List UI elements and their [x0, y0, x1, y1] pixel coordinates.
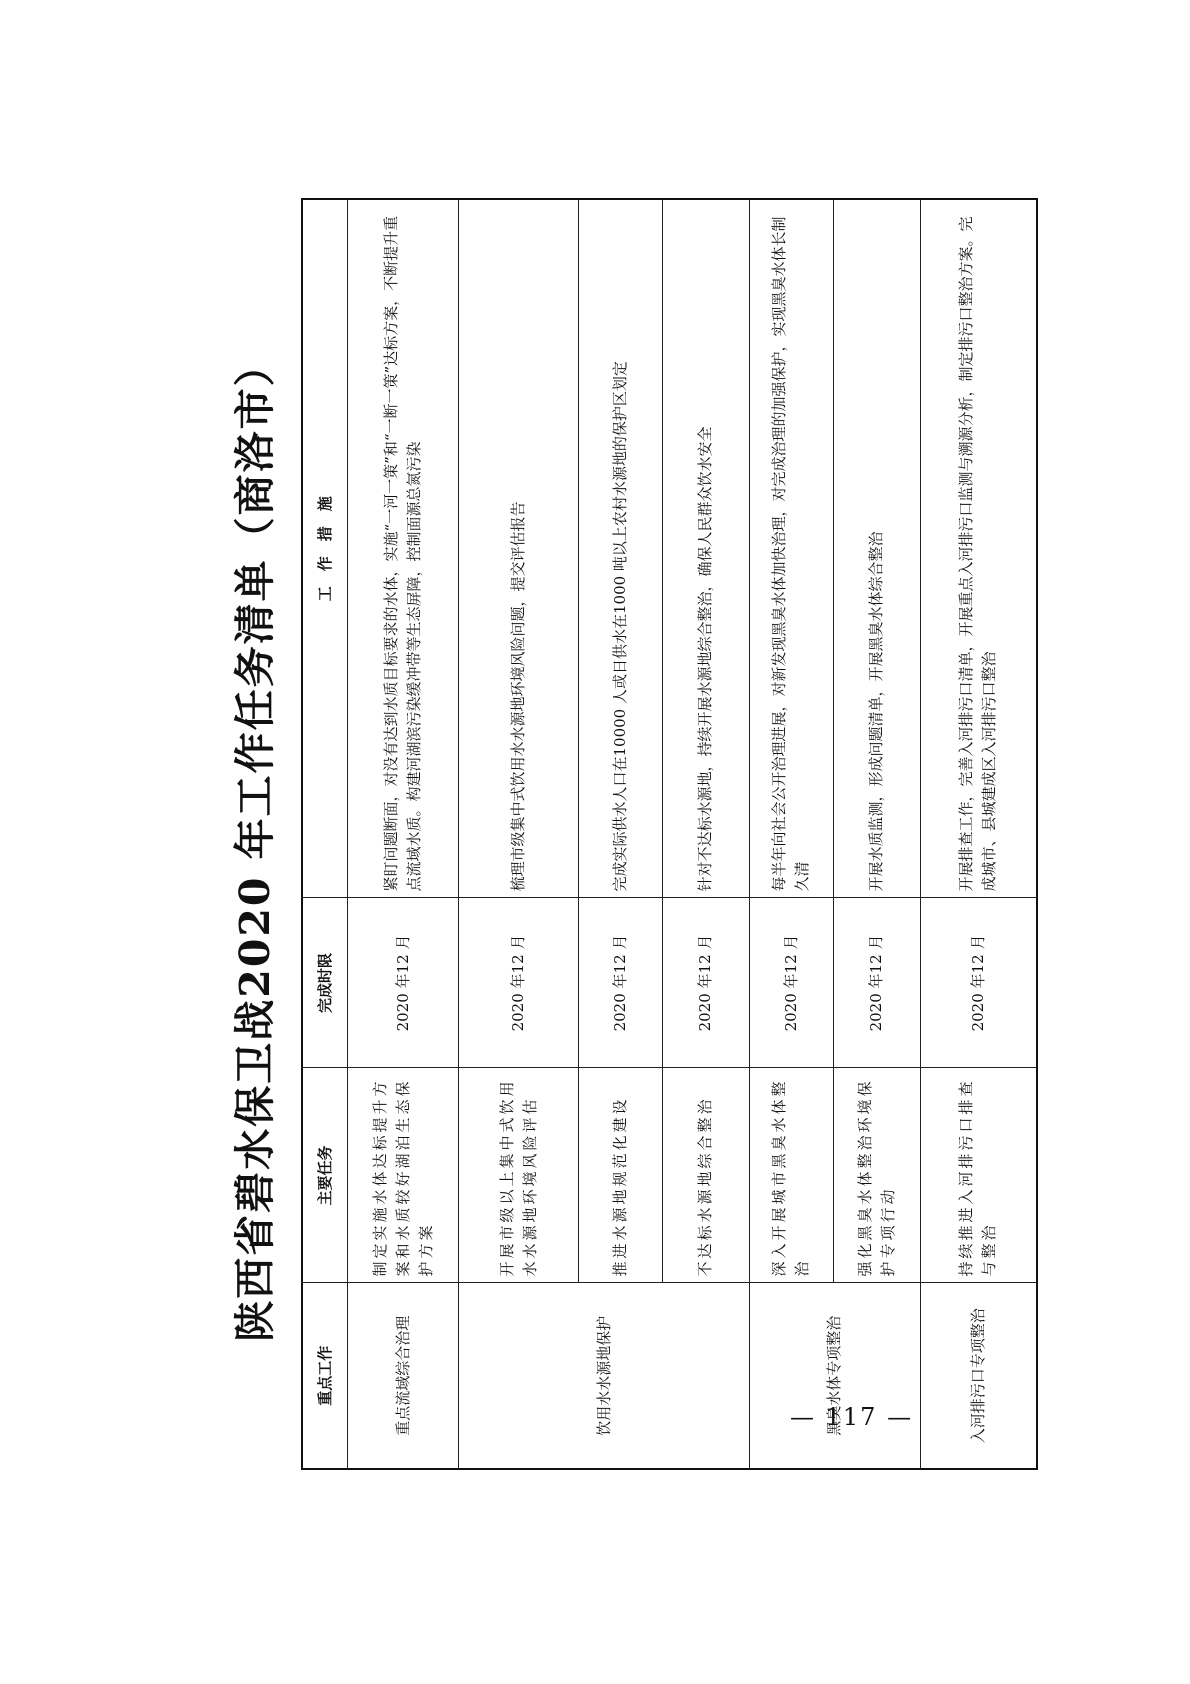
- table-row: [920, 199, 1037, 1469]
- table-row: [749, 199, 833, 1469]
- header-task: 主要任务: [302, 1068, 348, 1283]
- task-cell: 开展市级以上集中式饮用水水源地环境风险评估: [459, 1068, 578, 1283]
- focus-cell: 重点流域综合治理: [348, 1283, 459, 1469]
- deadline-cell: 2020 年12 月: [348, 898, 459, 1068]
- header-measure: 工 作 措 施: [302, 199, 348, 898]
- table-row: [833, 199, 920, 1469]
- measure-cell: 每半年向社会公开治理进展，对新发现黑臭水体加快治理，对完成治理的加强保护，实现黑臭水体长制久清: [749, 199, 833, 898]
- focus-cell: 入河排污口专项整治: [920, 1283, 1037, 1469]
- task-cell: 推进水源地规范化建设: [578, 1068, 662, 1283]
- measure-cell: 紧盯问题断面，对没有达到水质目标要求的水体，实施“一河一策”和“一断一策”达标方案，不断提升重点流域水质。构建河湖滨污染缓冲带等生态屏障，控制面源总氮污染: [348, 199, 459, 898]
- table-row: [578, 199, 662, 1469]
- deadline-cell: 2020 年12 月: [662, 898, 749, 1068]
- measure-cell: 开展水质监测，形成问题清单，开展黑臭水体综合整治: [833, 199, 920, 898]
- table-header-row: [302, 199, 348, 1469]
- measure-cell: 梳理市级集中式饮用水水源地环境风险问题，提交评估报告: [459, 199, 578, 898]
- measure-cell: 完成实际供水人口在10000 人或日供水在1000 吨以上农村水源地的保护区划定: [578, 199, 662, 898]
- focus-cell: 饮用水水源地保护: [459, 1283, 749, 1469]
- deadline-cell: 2020 年12 月: [749, 898, 833, 1068]
- header-deadline: 完成时限: [302, 898, 348, 1068]
- table-row: [662, 199, 749, 1469]
- measure-cell: 针对不达标水源地，持续开展水源地综合整治，确保人民群众饮水安全: [662, 199, 749, 898]
- task-cell: 深入开展城市黑臭水体整治: [749, 1068, 833, 1283]
- header-focus: 重点工作: [302, 1283, 348, 1469]
- focus-cell: 黑臭水体专项整治: [749, 1283, 920, 1469]
- task-cell: 持续推进入河排污口排查与整治: [920, 1068, 1037, 1283]
- deadline-cell: 2020 年12 月: [578, 898, 662, 1068]
- task-cell: 制定实施水体达标提升方案和水质较好湖泊生态保护方案: [348, 1068, 459, 1283]
- measure-cell: 开展排查工作，完善入河排污口清单，开展重点入河排污口监测与溯源分析，制定排污口整治方案。完成城市、县城建成区入河排污口整治: [920, 199, 1037, 898]
- task-cell: 强化黑臭水体整治环境保护专项行动: [833, 1068, 920, 1283]
- rotated-page: [225, 200, 1045, 1485]
- deadline-cell: 2020 年12 月: [459, 898, 578, 1068]
- table-row: [348, 199, 459, 1469]
- page-title: 陕西省碧水保卫战2020 年工作任务清单（商洛市）: [231, 343, 279, 1342]
- task-table: [301, 198, 1038, 1470]
- table-row: [459, 199, 578, 1469]
- deadline-cell: 2020 年12 月: [920, 898, 1037, 1068]
- deadline-cell: 2020 年12 月: [833, 898, 920, 1068]
- page-number: — 117 —: [790, 1403, 914, 1431]
- task-cell: 不达标水源地综合整治: [662, 1068, 749, 1283]
